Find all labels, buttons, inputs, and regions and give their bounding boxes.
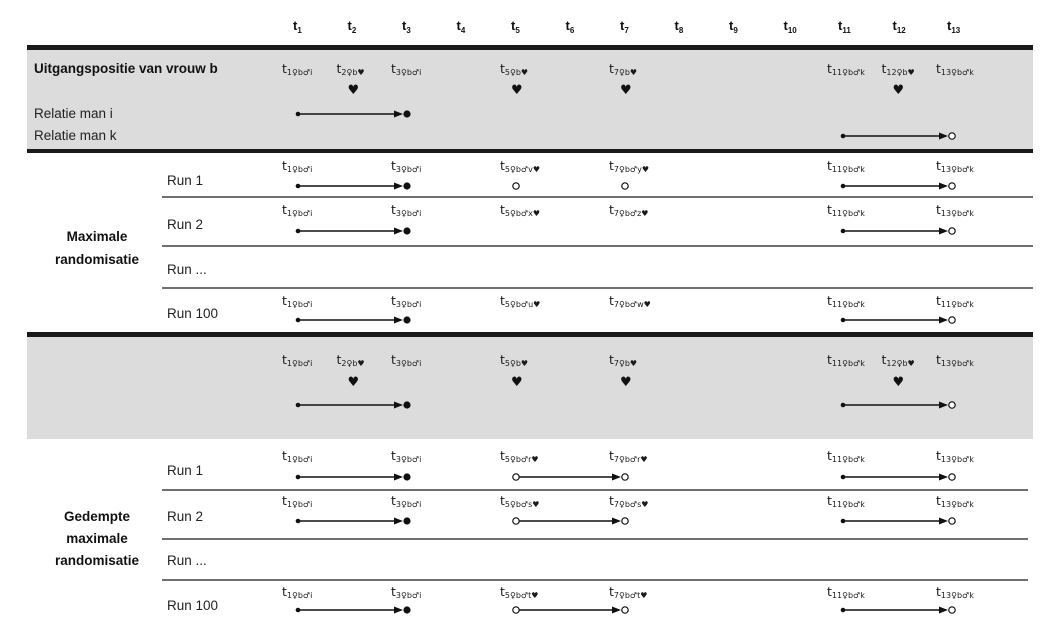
run-relation-line	[296, 473, 411, 480]
token-t3: t3♀b♂i	[391, 448, 422, 464]
end-filled-dot	[403, 517, 410, 524]
run-label: Run 100	[167, 306, 219, 321]
relation-label-man-k: Relatie man k	[34, 128, 117, 143]
end-filled-dot	[403, 316, 410, 323]
token-t7: t7♀b♥	[609, 61, 638, 77]
arrowhead	[939, 228, 948, 235]
section-title-maximale-line: Maximale	[66, 229, 128, 244]
end-open-dot	[622, 518, 628, 524]
token-t11: t11♀b♂k	[827, 202, 865, 218]
token-t7: t7♀b♂r♥	[609, 448, 648, 464]
token-t12: t12♀b♥	[881, 352, 915, 368]
token-t11: t11♀b♂k	[827, 61, 865, 77]
run-relation-line	[296, 316, 411, 323]
arrowhead	[939, 183, 948, 190]
token-t5: t5♀b♥	[500, 61, 529, 77]
section-title-gedempte-line: Gedempte	[63, 509, 131, 524]
time-header-t1: $t_1$	[293, 18, 302, 35]
arrowhead	[939, 607, 948, 614]
end-open-dot	[622, 474, 628, 480]
token-t13: t13♀b♂k	[936, 202, 974, 218]
run-label: Run ...	[167, 553, 207, 568]
heart-icon: ♥	[347, 375, 360, 390]
arrowhead	[939, 474, 948, 481]
end-open-dot	[949, 402, 955, 408]
token-t5: t5♀b♂r♥	[500, 448, 539, 464]
arrowhead	[612, 607, 621, 614]
run-relation-line	[513, 518, 628, 525]
thick-rule-2	[27, 332, 1033, 337]
token-t11: t11♀b♂k	[827, 584, 865, 600]
arrowhead	[394, 317, 403, 324]
token-t5: t5♀b♥	[500, 352, 529, 368]
token-t1: t1♀b♂i	[282, 158, 313, 174]
end-open-dot	[949, 474, 955, 480]
run-label: Run 1	[167, 173, 204, 188]
run-label: Run 1	[167, 463, 204, 478]
token-t7: t7♀b♂z♥	[609, 202, 649, 218]
arrowhead	[394, 183, 403, 190]
token-t13: t13♀b♂k	[936, 352, 974, 368]
token-t7: t7♀b♂w♥	[609, 293, 651, 309]
arrowhead	[612, 518, 621, 525]
run-relation-line	[841, 518, 956, 525]
section-title-gedempte-line: maximale	[66, 531, 128, 546]
end-filled-dot	[403, 401, 410, 408]
heart-icon: ♥	[511, 83, 523, 98]
time-header-t9: $t_9$	[729, 18, 738, 35]
time-header-t8: $t_8$	[674, 18, 684, 35]
token-t5: t5♀b♂t♥	[500, 584, 539, 600]
token-t5: t5♀b♂v♥	[500, 158, 541, 174]
section-title-uitgang: Uitgangspositie van vrouw b	[34, 61, 218, 76]
start-open-dot	[513, 607, 519, 613]
token-t13: t13♀b♂k	[936, 584, 974, 600]
open-dot	[622, 183, 628, 189]
end-filled-dot	[403, 606, 410, 613]
token-t12: t12♀b♥	[881, 61, 915, 77]
run-label: Run 100	[167, 598, 219, 613]
section-title-maximale-line: randomisatie	[54, 252, 140, 267]
run-relation-line	[841, 183, 956, 190]
token-t3: t3♀b♂i	[391, 158, 422, 174]
token-t1: t1♀b♂i	[282, 61, 313, 77]
heart-icon: ♥	[620, 83, 632, 98]
token-t1: t1♀b♂i	[282, 352, 313, 368]
arrowhead	[394, 518, 403, 525]
run-label: Run ...	[167, 262, 207, 277]
token-t2: t2♀b♥	[336, 352, 365, 368]
token-t7: t7♀b♂y♥	[609, 158, 650, 174]
heart-icon: ♥	[892, 375, 905, 390]
token-t5: t5♀b♂x♥	[500, 202, 541, 218]
token-t11: t11♀b♂k	[827, 352, 865, 368]
time-header-t13: $t_{13}$	[947, 18, 961, 35]
token-t1: t1♀b♂i	[282, 202, 313, 218]
time-header-t2: $t_2$	[347, 18, 357, 35]
end-filled-dot	[403, 110, 410, 117]
time-header-t12: $t_{12}$	[892, 18, 906, 35]
end-filled-dot	[403, 227, 410, 234]
token-t11: t11♀b♂k	[827, 448, 865, 464]
end-open-dot	[949, 518, 955, 524]
end-filled-dot	[403, 473, 410, 480]
token-t7: t7♀b♂s♥	[609, 493, 649, 509]
end-open-dot	[949, 317, 955, 323]
time-header-t5: $t_5$	[511, 18, 520, 35]
token-t3: t3♀b♂i	[391, 493, 422, 509]
arrowhead	[394, 607, 403, 614]
time-header-t4: $t_4$	[456, 18, 466, 35]
token-t5: t5♀b♂s♥	[500, 493, 540, 509]
run-relation-line	[513, 607, 628, 614]
relation-label-man-i: Relatie man i	[34, 106, 113, 121]
token-t1: t1♀b♂i	[282, 448, 313, 464]
run-relation-line	[296, 227, 411, 234]
run-relation-line	[296, 517, 411, 524]
token-t13: t13♀b♂k	[936, 448, 974, 464]
open-dot	[513, 183, 519, 189]
token-t3: t3♀b♂i	[391, 352, 422, 368]
end-open-dot	[949, 228, 955, 234]
token-t5: t5♀b♂u♥	[500, 293, 541, 309]
run-relation-line	[841, 607, 956, 614]
heart-icon: ♥	[620, 375, 632, 390]
token-t13: t11♀b♂k	[936, 293, 974, 309]
token-t1: t1♀b♂i	[282, 493, 313, 509]
run-relation-line	[841, 474, 956, 481]
time-header-t7: $t_7$	[620, 18, 629, 35]
token-t3: t3♀b♂i	[391, 202, 422, 218]
run-relation-line	[296, 606, 411, 613]
thick-rule-top	[27, 45, 1033, 50]
heart-icon: ♥	[347, 83, 360, 98]
run-relation-line	[841, 228, 956, 235]
arrowhead	[394, 228, 403, 235]
run-relation-line	[841, 317, 956, 324]
start-open-dot	[513, 474, 519, 480]
end-open-dot	[949, 183, 955, 189]
token-t1: t1♀b♂i	[282, 293, 313, 309]
section-title-gedempte-line: randomisatie	[54, 553, 140, 568]
end-open-dot	[622, 607, 628, 613]
end-filled-dot	[403, 182, 410, 189]
token-t3: t3♀b♂i	[391, 293, 422, 309]
end-open-dot	[949, 607, 955, 613]
token-t11: t11♀b♂k	[827, 293, 865, 309]
end-open-dot	[949, 133, 955, 139]
run-relation-line	[296, 182, 411, 189]
start-open-dot	[513, 518, 519, 524]
run-label: Run 2	[167, 217, 204, 232]
token-t11: t11♀b♂k	[827, 158, 865, 174]
time-header-t11: $t_{11}$	[838, 18, 851, 35]
token-t7: t7♀b♂t♥	[609, 584, 648, 600]
token-t1: t1♀b♂i	[282, 584, 313, 600]
token-t2: t2♀b♥	[336, 61, 365, 77]
token-t3: t3♀b♂i	[391, 584, 422, 600]
run-label: Run 2	[167, 509, 204, 524]
heart-icon: ♥	[892, 83, 905, 98]
time-header-t10: $t_{10}$	[783, 18, 797, 35]
token-t13: t13♀b♂k	[936, 158, 974, 174]
time-header-t3: $t_3$	[402, 18, 411, 35]
arrowhead	[939, 317, 948, 324]
run-relation-line	[513, 474, 628, 481]
token-t7: t7♀b♥	[609, 352, 638, 368]
token-t3: t3♀b♂i	[391, 61, 422, 77]
background-layer	[27, 50, 1033, 439]
arrowhead	[394, 474, 403, 481]
heart-icon: ♥	[511, 375, 523, 390]
token-t13: t13♀b♂k	[936, 493, 974, 509]
arrowhead	[939, 518, 948, 525]
arrowhead	[612, 474, 621, 481]
time-header-t6: $t_6$	[565, 18, 575, 35]
thick-rule-1	[27, 149, 1033, 153]
token-t11: t11♀b♂k	[827, 493, 865, 509]
token-t13: t13♀b♂k	[936, 61, 974, 77]
